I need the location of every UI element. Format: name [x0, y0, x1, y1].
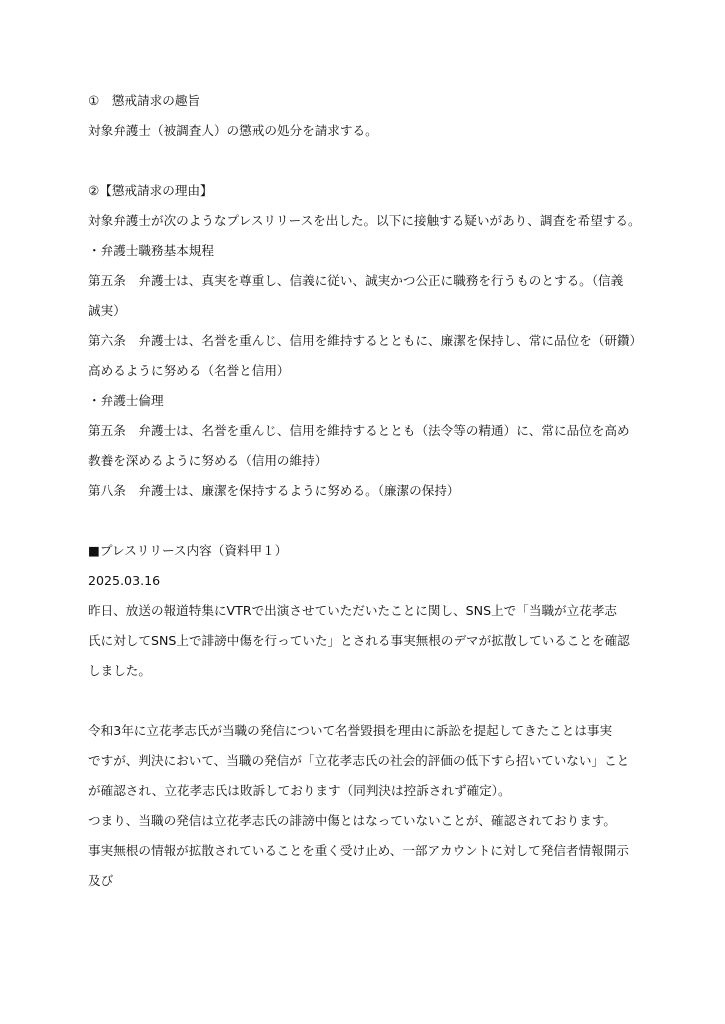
press-release-heading: ■プレスリリース内容（資料甲１）: [88, 543, 288, 558]
press-release-date: 2025.03.16: [88, 573, 161, 588]
paragraph-line: ですが、判決において、当職の発信が「立花孝志氏の社会的評価の低下すら招いていない」こと: [88, 753, 630, 768]
section-1-heading: ① 懲戒請求の趣旨: [88, 93, 201, 108]
paragraph-line: 事実無根の情報が拡散されていることを重く受け止め、一部アカウントに対して発信者情報開示: [88, 843, 629, 858]
paragraph-line: 誠実）: [88, 303, 126, 318]
paragraph-line: 令和3年に立花孝志氏が当職の発信について名誉毀損を理由に訴訟を提起してきたことは事実: [88, 723, 613, 738]
subheading-code-of-conduct: ・弁護士職務基本規程: [88, 243, 214, 258]
subheading-ethics: ・弁護士倫理: [88, 393, 164, 408]
section-2-heading: ②【懲戒請求の理由】: [88, 183, 213, 198]
paragraph-line: 教養を深めるように努める（信用の維持）: [88, 453, 328, 468]
paragraph-line: つまり、当職の発信は立花孝志氏の誹謗中傷とはなっていないことが、確認されております。: [88, 813, 616, 828]
paragraph-line: 第五条 弁護士は、名誉を重んじ、信用を維持するととも（法令等の精通）に、常に品位を高め: [88, 423, 630, 438]
paragraph-line: 高めるように努める（名誉と信用）: [88, 363, 290, 378]
paragraph-line: しました。: [88, 663, 151, 678]
paragraph-line: 及び: [88, 873, 114, 888]
paragraph-line: 氏に対してSNS上で誹謗中傷を行っていた」とされる事実無根のデマが拡散していることを確認: [88, 633, 630, 648]
paragraph-line: 第六条 弁護士は、名誉を重んじ、信用を維持するとともに、廉潔を保持し、常に品位を（研鑽）: [88, 333, 643, 348]
paragraph-line: 対象弁護士が次のようなプレスリリースを出した。以下に接触する疑いがあり、調査を希望する。: [88, 213, 641, 228]
paragraph-line: 第八条 弁護士は、廉潔を保持するように努める。（廉潔の保持）: [88, 483, 460, 498]
paragraph-line: 第五条 弁護士は、真実を尊重し、信義に従い、誠実かつ公正に職務を行うものとする。（信義: [88, 273, 624, 288]
section-1-body: 対象弁護士（被調査人）の懲戒の処分を請求する。: [88, 123, 378, 138]
paragraph-line: 昨日、放送の報道特集にVTRで出演させていただいたことに関し、SNS上で「当職が立花孝志: [88, 603, 618, 618]
paragraph-line: が確認され、立花孝志氏は敗訴しております（同判決は控訴されず確定）。: [88, 783, 511, 798]
